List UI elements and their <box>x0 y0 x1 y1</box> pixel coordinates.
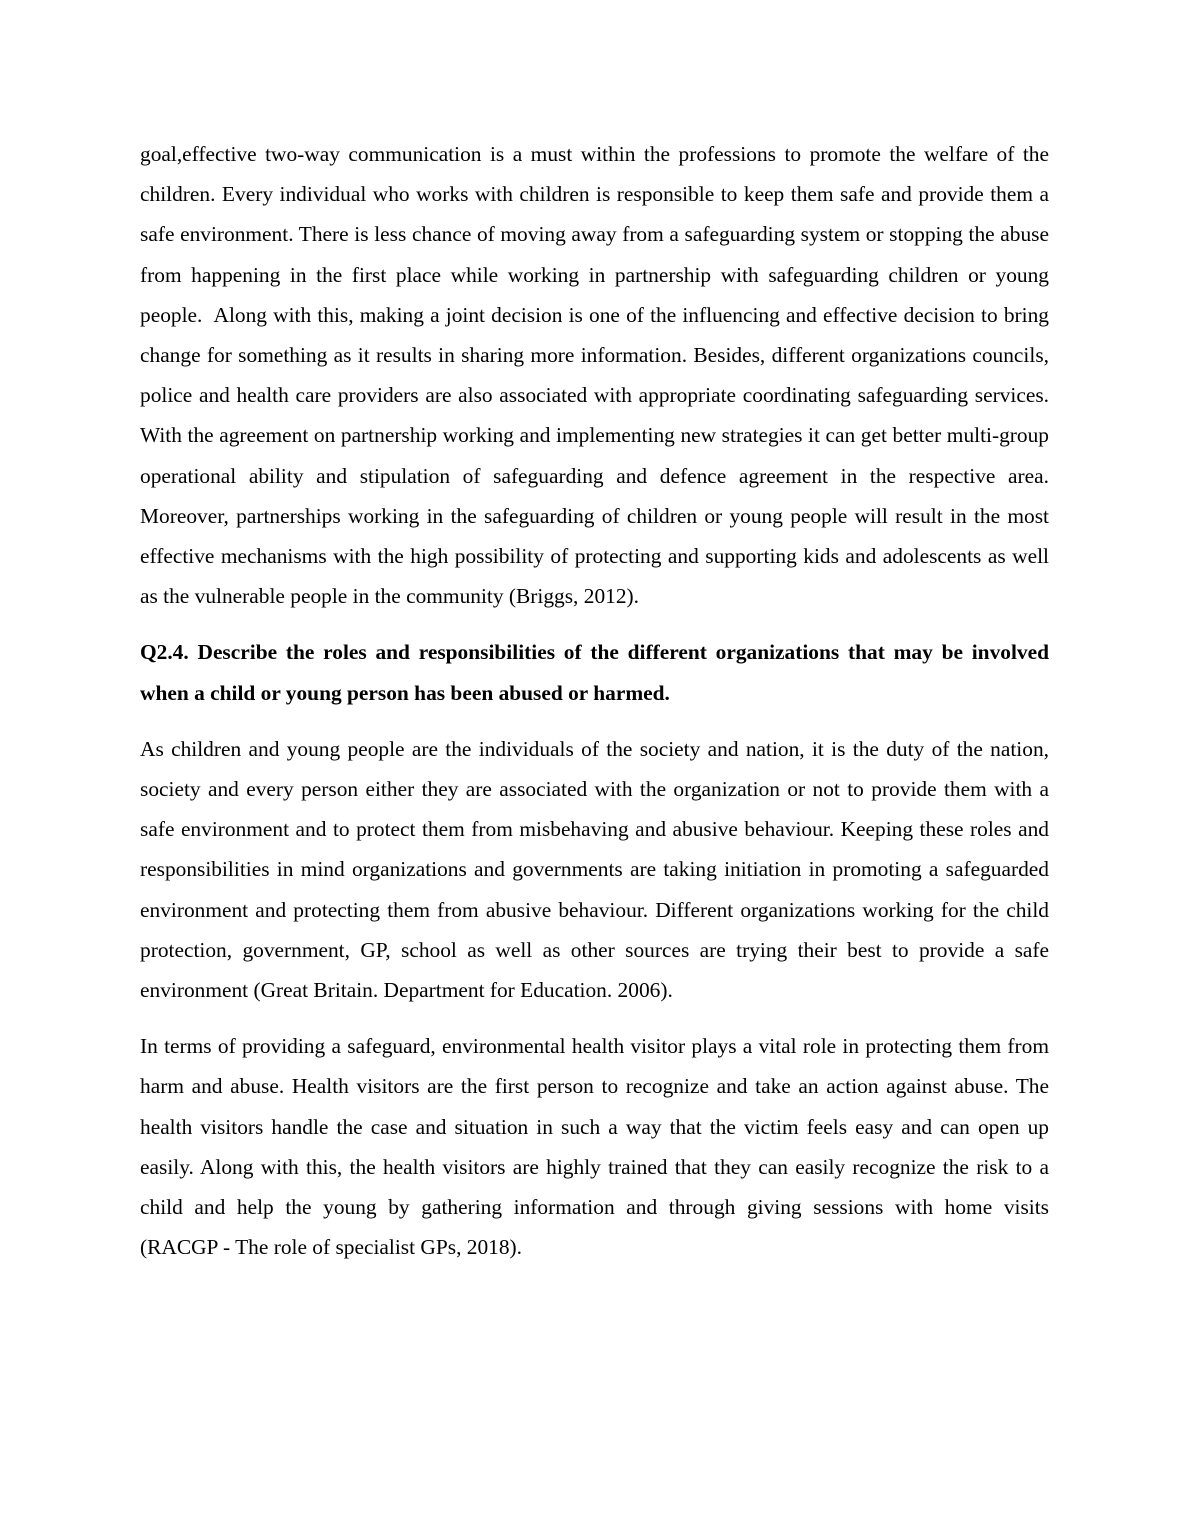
paragraph-roles-responsibilities: As children and young people are the individuals of the society and nation, it is the duty of the nation, society and every person either they are associated with the organization or not to provide them with a safe environment and to protect them from misbehaving and abusive behaviour. Keeping these roles and responsibilities in mind organizations and governments are taking initiation in promoting a safeguarded environment and protecting them from abusive behaviour. Different organizations working for the child protection, government, GP, school as well as other sources are trying their best to provide a safe environment (Great Britain. Department for Education. 2006). <box>140 736 1055 1003</box>
paragraph-health-visitors: In terms of providing a safeguard, environmental health visitor plays a vital role in protecting them from harm and abuse. Health visitors are the first person to recognize and take an action against abuse. The health visitors handle the case and situation in such a way that the victim feels easy and can open up easily. Along with this, the health visitors are highly trained that they can easily recognize the risk to a child and help the young by gathering information and through giving sessions with home visits (RACGP - The role of specialist GPs, 2018). <box>140 1034 1060 1260</box>
section-heading-q2-4: Q2.4. Describe the roles and responsibilities of the different organizations that may be involved when a child or young person has been abused or harmed. <box>140 640 1055 705</box>
paragraph-partnership-working: goal,effective two-way communication is a must within the professions to promote the welfare of the children. Every individual who works with children is responsible to keep them safe and provide them a safe environment. There is less chance of moving away from a safeguarding system or stopping the abuse from happening in the first place while working in partnership with safeguarding children or young people. Along with this, making a joint decision is one of the influencing and effective decision to bring change for something as it results in sharing more information. Besides, different organizations councils, police and health care providers are also associated with appropriate coordinating safeguarding services. With the agreement on partnership working and implementing new strategies it can get better multi-group operational ability and stipulation of safeguarding and defence agreement in the respective area. Moreover, partnerships working in the safeguarding of children or young people will result in the most effective mechanisms with the high possibility of protecting and supporting kids and adolescents as well as the vulnerable people in the community (Briggs, 2012). <box>140 142 1055 609</box>
document-body <box>140 134 1060 1283</box>
